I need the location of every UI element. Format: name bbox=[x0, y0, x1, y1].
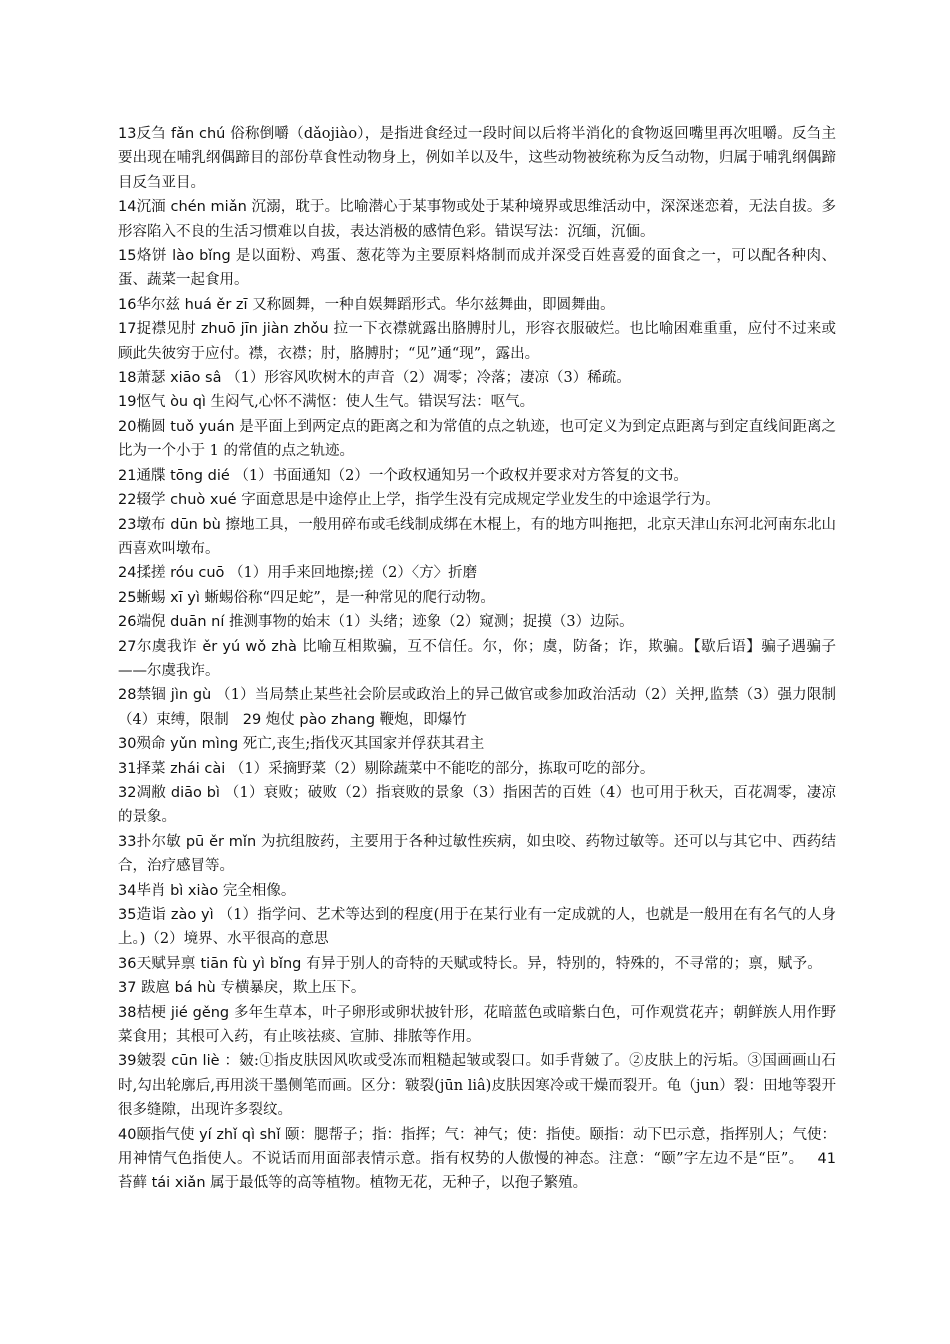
entry-word: 沉湎 bbox=[136, 199, 166, 216]
entry-pinyin: bá hù bbox=[174, 980, 216, 997]
entry-pinyin: huá ěr zī bbox=[184, 296, 248, 313]
document-body bbox=[118, 122, 836, 1196]
entry-number: 33 bbox=[118, 833, 137, 850]
glossary-entry bbox=[118, 122, 836, 195]
glossary-entry bbox=[118, 464, 836, 488]
glossary-entry bbox=[118, 1049, 836, 1122]
glossary-entry bbox=[118, 317, 836, 366]
entry-number: 21 bbox=[118, 467, 137, 484]
glossary-entry bbox=[118, 293, 836, 317]
entry-pinyin: chuò xué bbox=[170, 492, 237, 509]
entry-word: 通牒 bbox=[136, 467, 166, 484]
entry-definition: （1）当局禁止某些社会阶层或政治上的异己做官或参加政治活动（2）关押,监禁（3）强力限制（4）束缚，限制 bbox=[118, 687, 837, 728]
entry-pinyin: zào yì bbox=[170, 907, 214, 923]
entry-word: 蜥蜴 bbox=[136, 589, 166, 606]
entry-word: 捉襟见肘 bbox=[136, 321, 196, 338]
entry-definition: 字面意思是中途停止上学，指学生没有完成规定学业发生的中途退学行为。 bbox=[241, 492, 720, 509]
entry-pinyin: cūn liè bbox=[171, 1053, 220, 1070]
entry-number: 16 bbox=[118, 296, 137, 313]
glossary-entry bbox=[118, 1123, 836, 1196]
entry-number: 26 bbox=[118, 614, 137, 631]
entry-definition: （1）衰败；破败（2）指衰败的景象（3）指困苦的百姓（4）也可用于秋天，百花凋零，凄凉的景象。 bbox=[118, 784, 837, 826]
entry-definition: 完全相像。 bbox=[222, 882, 296, 899]
entry-number: 35 bbox=[118, 907, 137, 923]
entry-word: 揉搓 bbox=[136, 565, 166, 582]
glossary-entry bbox=[118, 513, 836, 562]
glossary-entry bbox=[118, 952, 836, 1001]
entry-word: 桔梗 bbox=[136, 1004, 167, 1021]
entry-definition: （1）形容风吹树木的声音（2）凋零；冷落；凄凉（3）稀疏。 bbox=[226, 370, 631, 387]
entry-word: 殒命 bbox=[136, 736, 166, 753]
entry-number: 19 bbox=[118, 394, 137, 411]
entry-pinyin: zhái cài bbox=[170, 760, 226, 777]
entry-word: 苔藓 bbox=[118, 1175, 147, 1192]
entry-definition: 俗称倒嚼（dǎojiào），是指进食经过一段时间以后将半消化的食物返回嘴里再次咀嚼。反刍主要出现在哺乳纲偶蹄目的部份草食性动物身上，例如羊以及牛，这些动物被统称为反刍动物，归属于哺乳纲偶蹄目反刍亚目。 bbox=[118, 126, 836, 191]
entry-definition: 推测事物的始末（1）头绪；迹象（2）窥测；捉摸（3）边际。 bbox=[228, 614, 634, 631]
entry-definition: 颐：腮帮子；指：指挥；气：神气；使：指使。颐指：动下巴示意，指挥别人；气使：用神情气色指使人。不说话而用面部表情示意。指有权势的人傲慢的神态。注意：“颐”字左边不是“臣”。 bbox=[118, 1126, 837, 1168]
glossary-entry bbox=[118, 830, 836, 879]
entry-number: 36 bbox=[118, 955, 137, 972]
entry-number: 24 bbox=[118, 565, 137, 582]
entry-word: 萧瑟 bbox=[136, 370, 166, 387]
entry-pinyin: chén miǎn bbox=[170, 199, 247, 216]
entry-pinyin: diāo bì bbox=[170, 784, 220, 801]
entry-word: 华尔兹 bbox=[136, 296, 180, 313]
entry-definition: 蜥蜴俗称“四足蛇”，是一种常见的爬行动物。 bbox=[204, 589, 495, 606]
glossary-entry bbox=[118, 683, 836, 732]
entry-number: 28 bbox=[118, 687, 137, 704]
entry-pinyin: jié gěng bbox=[170, 1004, 230, 1021]
entry-word: 椭圆 bbox=[136, 418, 166, 435]
entry-word: 凋敝 bbox=[136, 784, 167, 801]
entry-pinyin: yí zhǐ qì shǐ bbox=[199, 1126, 281, 1143]
entry-number: 41 bbox=[817, 1151, 836, 1168]
entry-definition: ：皴:①指皮肤因风吹或受冻而粗糙起皱或裂口。如手背皴了。②皮肤上的污垢。③国画画山石时,勾出轮廓后,再用淡干墨侧笔而画。区分：皲裂(jūn liâ)皮肤因寒冷或干燥而裂开。龟（jun）裂：田地等裂开很多缝隙，出现许多裂纹。 bbox=[118, 1053, 837, 1119]
glossary-entry bbox=[118, 781, 836, 830]
entry-word: 烙饼 bbox=[136, 248, 168, 265]
entry-definition: （1）书面通知（2）一个政权通知另一个政权并要求对方答复的文书。 bbox=[234, 467, 688, 484]
entry-definition: 专横暴戾，欺上压下。 bbox=[220, 980, 366, 997]
glossary-entry bbox=[118, 879, 836, 903]
entry-word: 辍学 bbox=[136, 492, 166, 509]
entry-definition: 又称圆舞，一种自娱舞蹈形式。华尔兹舞曲，即圆舞曲。 bbox=[252, 296, 615, 313]
glossary-entry bbox=[118, 1001, 836, 1050]
glossary-entry bbox=[118, 586, 836, 610]
entry-definition: 拉一下衣襟就露出胳膊肘儿，形容衣服破烂。也比喻困难重重，应付不过来或顾此失彼穷于应付。襟，衣襟；肘，胳膊肘；“见”通“现”，露出。 bbox=[118, 321, 837, 362]
entry-word: 天赋异禀 bbox=[136, 955, 196, 972]
glossary-entry bbox=[118, 635, 836, 684]
entry-definition: 生闷气,心怀不满怄：使人生气。错误写法：呕气。 bbox=[210, 394, 535, 411]
glossary-entry bbox=[118, 244, 836, 293]
entry-word: 尔虞我诈 bbox=[136, 638, 198, 655]
entry-definition: 为抗组胺药，主要用于各种过敏性疾病，如虫咬、药物过敏等。还可以与其它中、西药结合，治疗感冒等。 bbox=[118, 833, 836, 875]
entry-pinyin: zhuō jīn jiàn zhǒu bbox=[200, 321, 329, 338]
entry-word: 择菜 bbox=[136, 760, 166, 777]
entry-pinyin: tōng dié bbox=[170, 467, 230, 484]
entry-number: 38 bbox=[118, 1004, 137, 1021]
entry-number: 37 bbox=[118, 980, 137, 997]
entry-pinyin: lào bǐng bbox=[172, 248, 231, 265]
entry-pinyin: fǎn chú bbox=[171, 126, 226, 142]
entry-pinyin: tuǒ yuán bbox=[170, 418, 235, 435]
entry-word: 炮仗 bbox=[265, 711, 295, 728]
entry-number: 17 bbox=[118, 321, 137, 338]
entry-pinyin: xiāo sâ bbox=[170, 370, 222, 387]
glossary-entry bbox=[118, 610, 836, 634]
entry-pinyin: tái xiǎn bbox=[151, 1175, 206, 1192]
entry-word: 扑尔敏 bbox=[136, 833, 181, 850]
entry-definition: 擦地工具，一般用碎布或毛线制成绑在木棍上，有的地方叫拖把，北京天津山东河北河南东北山西喜欢叫墩布。 bbox=[118, 516, 837, 557]
entry-word: 造诣 bbox=[136, 907, 167, 923]
entry-number: 29 bbox=[242, 711, 262, 728]
entry-word: 皴裂 bbox=[136, 1053, 167, 1070]
entry-pinyin: ěr yú wǒ zhà bbox=[202, 638, 297, 655]
entry-definition: 死亡,丧生;指伐灭其国家并俘获其君主 bbox=[242, 736, 485, 753]
glossary-entry bbox=[118, 488, 836, 512]
entry-number: 40 bbox=[118, 1126, 137, 1143]
entry-word: 颐指气使 bbox=[136, 1126, 195, 1143]
entry-definition: 是平面上到两定点的距离之和为常值的点之轨迹，也可定义为到定点距离与到定直线间距离之比为一个小于 1 的常值的点之轨迹。 bbox=[118, 418, 837, 460]
glossary-entry bbox=[118, 903, 836, 952]
entry-number: 23 bbox=[118, 516, 137, 533]
glossary-entry bbox=[118, 757, 836, 781]
entry-word: 跋扈 bbox=[141, 980, 171, 997]
glossary-entry bbox=[118, 195, 836, 244]
entry-pinyin: pū ěr mǐn bbox=[185, 833, 257, 850]
entry-word: 反刍 bbox=[136, 126, 167, 142]
entry-number: 31 bbox=[118, 760, 137, 777]
entry-number: 25 bbox=[118, 589, 137, 606]
entry-number: 39 bbox=[118, 1053, 137, 1070]
entry-number: 32 bbox=[118, 784, 137, 801]
entry-pinyin: róu cuō bbox=[170, 565, 225, 582]
entry-pinyin: pào zhang bbox=[299, 711, 376, 728]
entry-word: 怄气 bbox=[136, 394, 166, 411]
entry-number: 13 bbox=[118, 126, 137, 142]
entry-definition: 多年生草本，叶子卵形或卵状披针形，花暗蓝色或暗紫白色，可作观赏花卉；朝鲜族人用作野菜食用；其根可入药，有止咳祛痰、宣肺、排脓等作用。 bbox=[118, 1004, 837, 1046]
glossary-entry bbox=[118, 415, 836, 464]
entry-word: 端倪 bbox=[136, 614, 166, 631]
entry-pinyin: tiān fù yì bǐng bbox=[200, 955, 302, 972]
entry-pinyin: duān ní bbox=[170, 614, 225, 631]
entry-pinyin: yǔn mìng bbox=[170, 736, 239, 753]
entry-number: 18 bbox=[118, 370, 137, 387]
glossary-entry bbox=[118, 561, 836, 585]
entry-number: 27 bbox=[118, 638, 137, 655]
entry-number: 34 bbox=[118, 882, 137, 899]
entry-definition: 是以面粉、鸡蛋、葱花等为主要原料烙制而成并深受百姓喜爱的面食之一，可以配各种肉、蛋、蔬菜一起食用。 bbox=[118, 248, 837, 289]
entry-definition: 属于最低等的高等植物。植物无花，无种子，以孢子繁殖。 bbox=[210, 1175, 588, 1192]
entry-number: 14 bbox=[118, 199, 137, 216]
entry-number: 20 bbox=[118, 418, 137, 435]
entry-word: 毕肖 bbox=[136, 882, 166, 899]
entry-pinyin: dūn bù bbox=[170, 516, 221, 533]
entry-pinyin: òu qì bbox=[170, 394, 206, 411]
entry-number: 30 bbox=[118, 736, 137, 753]
entry-word: 墩布 bbox=[136, 516, 166, 533]
glossary-entry bbox=[118, 366, 836, 390]
entry-definition: （1）用手来回地擦;搓（2）〈方〉折磨 bbox=[229, 565, 478, 582]
entry-pinyin: xī yì bbox=[170, 589, 200, 606]
entry-definition: 有异于别人的奇特的天赋或特长。异，特别的，特殊的，不寻常的；禀，赋予。 bbox=[306, 955, 823, 972]
entry-number: 22 bbox=[118, 492, 137, 509]
entry-definition: 沉溺，耽于。比喻潜心于某事物或处于某种境界或思维活动中，深深迷恋着，无法自拔。多形容陷入不良的生活习惯难以自拔，表达消极的感情色彩。错误写法：沉缅，沉偭。 bbox=[118, 199, 837, 240]
entry-word: 禁锢 bbox=[136, 687, 166, 704]
entry-definition: 鞭炮，即爆竹 bbox=[379, 711, 467, 728]
glossary-entry bbox=[118, 732, 836, 756]
entry-definition: （1）指学问、艺术等达到的程度(用于在某行业有一定成就的人，也就是一般用在有名气的人身上。)（2）境界、水平很高的意思 bbox=[118, 907, 837, 948]
entry-number: 15 bbox=[118, 248, 137, 265]
entry-pinyin: jìn gù bbox=[170, 687, 212, 704]
glossary-entry bbox=[118, 390, 836, 414]
entry-definition: （1）采摘野菜（2）剔除蔬菜中不能吃的部分，拣取可吃的部分。 bbox=[229, 760, 655, 777]
entry-definition: 比喻互相欺骗，互不信任。尔，你；虞，防备；诈，欺骗。【歇后语】骗子遇骗子——尔虞我诈。 bbox=[118, 638, 837, 679]
entry-pinyin: bì xiào bbox=[170, 882, 219, 899]
